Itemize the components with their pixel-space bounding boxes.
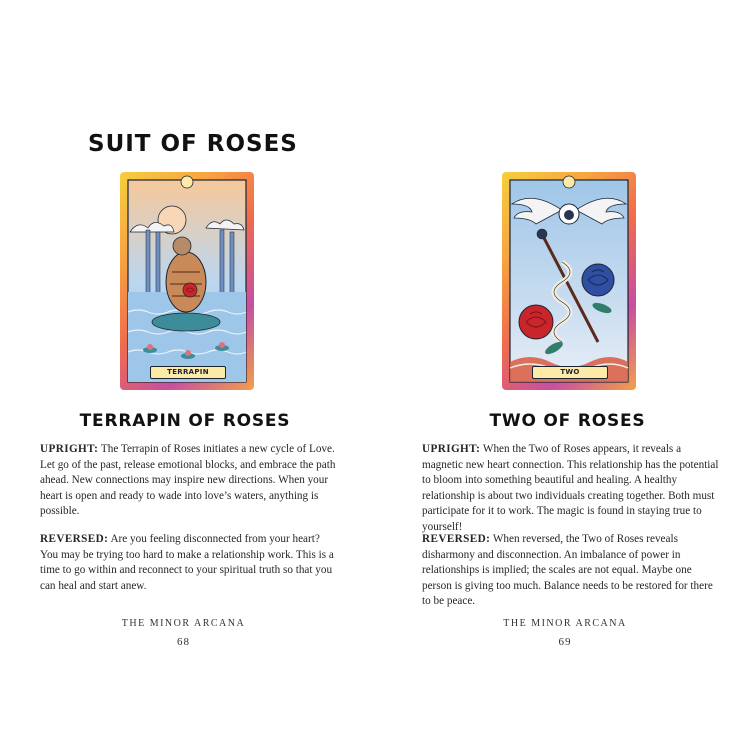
rose-emblem-icon: [181, 176, 193, 188]
card-name-label: TERRAPIN: [150, 366, 226, 379]
reversed-text: When reversed, the Two of Roses reveals disharmony and disconnection. An imbalance of power in relationships is implied; the scales are not equal. Maybe one person is giving too much. Balance needs to be restored for there to be peace.: [422, 533, 713, 607]
upright-paragraph: [422, 442, 722, 535]
reversed-text: Are you feeling disconnected from your heart? You may be trying too hard to make a relationship work. This is a time to go within and reconnect to your spiritual truth so that you can heal and start anew.: [40, 533, 334, 592]
upright-text: The Terrapin of Roses initiates a new cycle of Love. Let go of the past, release emotional blocks, and embrace the path ahead. New connections may inspire new directions. When your heart is open and ready to wade into love’s waters, anything is possible.: [40, 443, 336, 517]
reversed-paragraph: [422, 532, 722, 610]
upright-label: UPRIGHT:: [422, 443, 481, 455]
rose-emblem-icon: [563, 176, 575, 188]
right-page: [375, 0, 750, 750]
reversed-label: REVERSED:: [40, 533, 109, 545]
suit-heading: SUIT OF ROSES: [88, 131, 298, 157]
running-footer: THE MINOR ARCANA: [503, 618, 627, 629]
card-title: TWO OF ROSES: [489, 411, 646, 431]
reversed-label: REVERSED:: [422, 533, 491, 545]
page-number: 68: [177, 636, 190, 648]
card-name-label: TWO: [532, 366, 608, 379]
terrapin-card-illustration: [120, 172, 254, 390]
upright-label: UPRIGHT:: [40, 443, 99, 455]
terrapin-card-art: [120, 172, 254, 390]
two-card-illustration: [502, 172, 636, 390]
two-card-art: [502, 172, 636, 390]
upright-paragraph: [40, 442, 340, 520]
reversed-paragraph: [40, 532, 340, 594]
page-number: 69: [558, 636, 572, 648]
upright-text: When the Two of Roses appears, it reveals a magnetic new heart connection. This relationship has the potential to bloom into something beautiful and healing. A healthy relationship is about two individuals creating together. Both must participate for it to work. The magic is found in staying true to yourself!: [422, 443, 719, 533]
running-footer: THE MINOR ARCANA: [121, 618, 246, 629]
card-title: TERRAPIN OF ROSES: [79, 411, 291, 431]
